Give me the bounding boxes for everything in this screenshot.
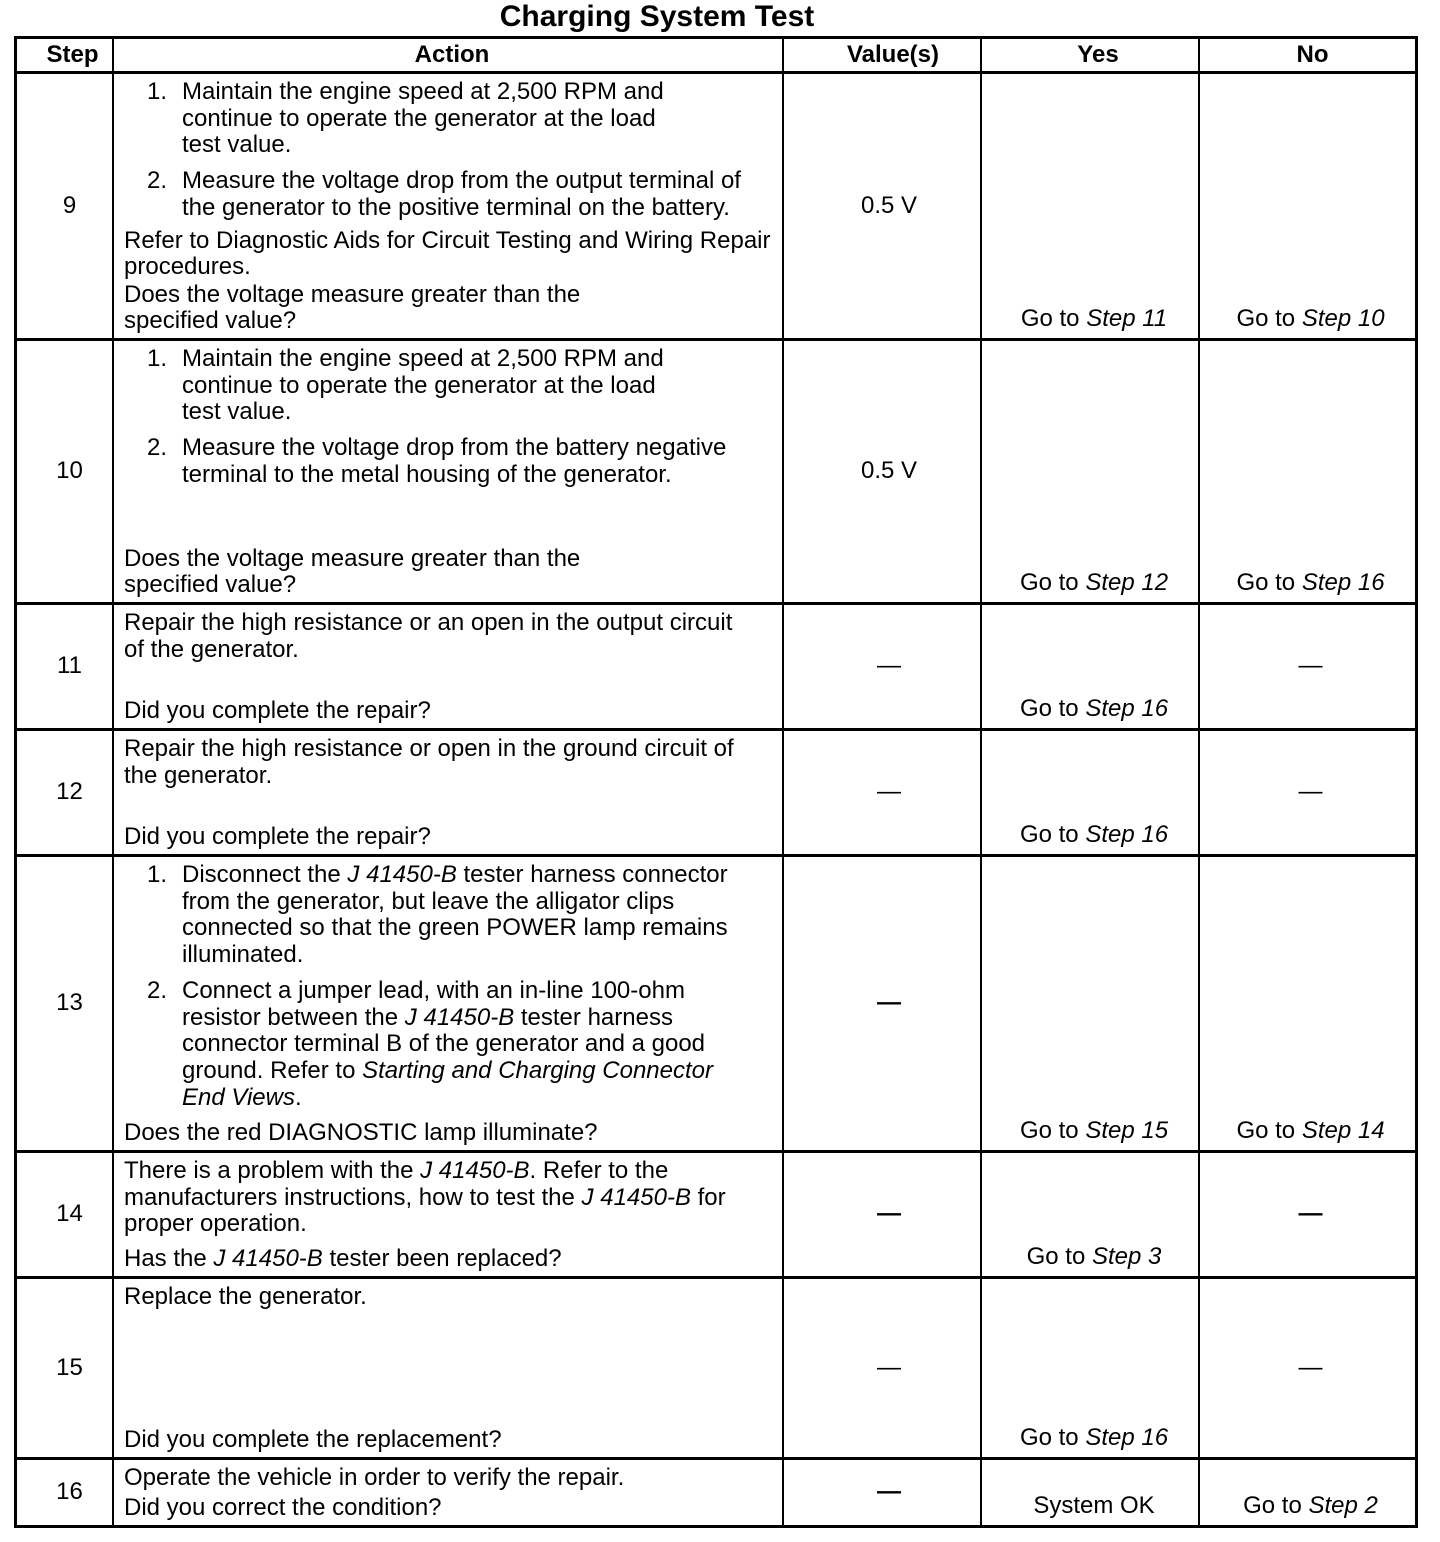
text-run: There is a problem with the [124, 1157, 421, 1184]
tool-name: J 41450-B [420, 1157, 530, 1184]
go-to-label: Go to [1236, 305, 1302, 333]
list-item-text [182, 978, 713, 1112]
header-action: Action [114, 39, 782, 71]
step-13-yes [982, 857, 1198, 1150]
step-16-no [1200, 1460, 1415, 1525]
step-reference: Step 16 [1085, 821, 1169, 849]
step-12-yes-text [1020, 822, 1168, 849]
action-question: Does the voltage measure greater than the specified value? [124, 280, 581, 335]
text-run: tester harness connector from the generator, but leave the alligator clips connected so that the green POWER lamp remains illuminated. [182, 861, 728, 969]
step-13-yes-text [1020, 1118, 1168, 1145]
page-title: Charging System Test [499, 0, 815, 33]
step-11-yes-text [1020, 696, 1168, 723]
step-16-no-text [1243, 1493, 1378, 1520]
step-14-no-text: — [1298, 1200, 1323, 1228]
header-step: Step [17, 39, 112, 71]
go-to-label: Go to [1019, 821, 1086, 849]
step-reference: Step 16 [1085, 1424, 1169, 1452]
step-12-number: 12 [17, 731, 112, 854]
action-question [124, 1246, 778, 1273]
list-number: 1. [146, 345, 167, 372]
step-14-yes [982, 1153, 1198, 1276]
tool-name: J 41450-B [404, 1003, 515, 1031]
step-12-value: — [784, 731, 980, 854]
step-reference: Step 14 [1301, 1117, 1385, 1145]
step-10-no [1200, 341, 1415, 602]
list-number: 1. [146, 861, 167, 888]
header-no: No [1200, 39, 1415, 71]
list-item-text [182, 862, 728, 969]
step-9-value: 0.5 V [784, 74, 980, 338]
step-14-number: 14 [17, 1153, 112, 1276]
step-13-no [1200, 857, 1415, 1150]
step-reference: Step 16 [1301, 569, 1385, 597]
step-16-yes [982, 1460, 1198, 1525]
step-reference: Step 11 [1086, 305, 1168, 333]
step-15-yes [982, 1279, 1198, 1457]
step-11-action [114, 605, 782, 728]
step-11-number: 11 [17, 605, 112, 728]
list-item-text: Measure the voltage drop from the battery negative terminal to the metal housing of the generator. [182, 434, 727, 488]
action-question: Did you correct the condition? [124, 1494, 442, 1522]
step-9-no [1200, 74, 1415, 338]
text-run: . [294, 1083, 302, 1111]
list-number: 2. [146, 434, 167, 462]
step-15-number: 15 [17, 1279, 112, 1457]
tool-name: J 41450-B [581, 1183, 691, 1211]
step-14-yes-text [1027, 1244, 1162, 1271]
action-instruction: Repair the high resistance or an open in the output circuit of the generator. [124, 609, 733, 663]
action-question: Does the voltage measure greater than the specified value? [124, 544, 581, 599]
step-11-value: — [784, 605, 980, 728]
step-15-no-text: — [1298, 1353, 1323, 1381]
go-to-label: Go to [1019, 569, 1086, 597]
step-reference: Step 15 [1085, 1117, 1169, 1145]
step-reference: Step 2 [1308, 1492, 1378, 1520]
action-list-item [124, 978, 778, 1112]
text-run: Has the [124, 1245, 214, 1273]
action-instruction: Replace the generator. [124, 1283, 367, 1310]
header-values: Value(s) [784, 39, 980, 71]
action-instruction [124, 1158, 778, 1238]
action-list-item [124, 168, 778, 221]
step-12-no-text: — [1298, 778, 1323, 806]
step-16-action [114, 1460, 782, 1525]
step-12-no [1200, 731, 1415, 854]
step-9-number: 9 [17, 74, 112, 338]
action-list-item [124, 435, 778, 488]
step-13-number: 13 [17, 857, 112, 1150]
go-to-label: Go to [1019, 695, 1086, 723]
go-to-label: Go to [1019, 1424, 1086, 1452]
step-9-no-text [1236, 306, 1384, 333]
step-14-action [114, 1153, 782, 1276]
step-9-yes [982, 74, 1198, 338]
action-list-item [124, 346, 778, 426]
charging-system-test-table [14, 36, 1418, 1528]
step-11-no-text: — [1298, 652, 1323, 680]
tool-name: J 41450-B [213, 1245, 323, 1273]
list-number: 2. [146, 167, 167, 195]
step-11-yes [982, 605, 1198, 728]
text-run: tester been replaced? [322, 1245, 562, 1273]
list-item-text: Maintain the engine speed at 2,500 RPM and continue to operate the generator at the load test value. [182, 345, 664, 426]
step-15-action [114, 1279, 782, 1457]
header-yes: Yes [982, 39, 1198, 71]
action-question: Did you complete the replacement? [124, 1426, 502, 1454]
action-instruction: Repair the high resistance or open in the ground circuit of the generator. [124, 735, 734, 789]
go-to-label: Go to [1236, 569, 1302, 597]
step-16-number: 16 [17, 1460, 112, 1525]
text-run: for proper operation. [124, 1183, 726, 1238]
action-list-item [124, 79, 778, 159]
step-13-value: — [784, 857, 980, 1150]
text-run: Connect a jumper lead, with an in-line 100-ohm resistor between the [182, 976, 685, 1031]
list-number: 1. [146, 78, 167, 105]
text-run: Disconnect the [182, 861, 348, 888]
step-9-action [114, 74, 782, 338]
step-10-number: 10 [17, 341, 112, 602]
step-10-value: 0.5 V [784, 341, 980, 602]
step-10-action [114, 341, 782, 602]
text-run: tester harness connector terminal B of the generator and a good ground. Refer to [182, 1003, 706, 1084]
go-to-label: Go to [1026, 1243, 1092, 1271]
step-13-action [114, 857, 782, 1150]
step-reference: Step 3 [1091, 1243, 1162, 1271]
step-14-no [1200, 1153, 1415, 1276]
action-question: Did you complete the repair? [124, 823, 431, 851]
list-item-text: Maintain the engine speed at 2,500 RPM and continue to operate the generator at the load test value. [182, 78, 664, 159]
tool-name: J 41450-B [347, 861, 457, 888]
step-reference: Step 12 [1085, 569, 1169, 597]
step-15-no [1200, 1279, 1415, 1457]
step-16-value: — [784, 1460, 980, 1525]
go-to-label: Go to [1020, 305, 1087, 333]
list-number: 2. [146, 976, 167, 1004]
step-15-value: — [784, 1279, 980, 1457]
action-instruction: Operate the vehicle in order to verify the repair. [124, 1464, 625, 1491]
step-16-yes-text: System OK [1033, 1492, 1155, 1520]
step-10-yes [982, 341, 1198, 602]
step-10-no-text [1236, 570, 1384, 597]
action-list-item [124, 862, 778, 969]
step-14-value: — [784, 1153, 980, 1276]
list-item-text: Measure the voltage drop from the output terminal of the generator to the positive terminal on the battery. [182, 167, 741, 221]
action-question: Does the red DIAGNOSTIC lamp illuminate? [124, 1119, 598, 1147]
step-13-no-text [1236, 1118, 1384, 1145]
step-15-yes-text [1020, 1425, 1168, 1452]
step-11-no [1200, 605, 1415, 728]
go-to-label: Go to [1243, 1492, 1309, 1520]
step-reference: Step 10 [1301, 305, 1385, 333]
step-10-yes-text [1020, 570, 1168, 597]
text-run: . Refer to the manufacturers instructions, how to test the [124, 1157, 669, 1211]
step-reference: Step 16 [1085, 695, 1169, 723]
action-note: Refer to Diagnostic Aids for Circuit Testing and Wiring Repair procedures. [124, 226, 771, 281]
go-to-label: Go to [1236, 1117, 1302, 1145]
step-9-yes-text [1021, 306, 1167, 333]
step-12-yes [982, 731, 1198, 854]
document-reference: Starting and Charging Connector End Views [182, 1056, 713, 1111]
go-to-label: Go to [1019, 1117, 1086, 1145]
step-12-action [114, 731, 782, 854]
action-question: Did you complete the repair? [124, 697, 431, 725]
